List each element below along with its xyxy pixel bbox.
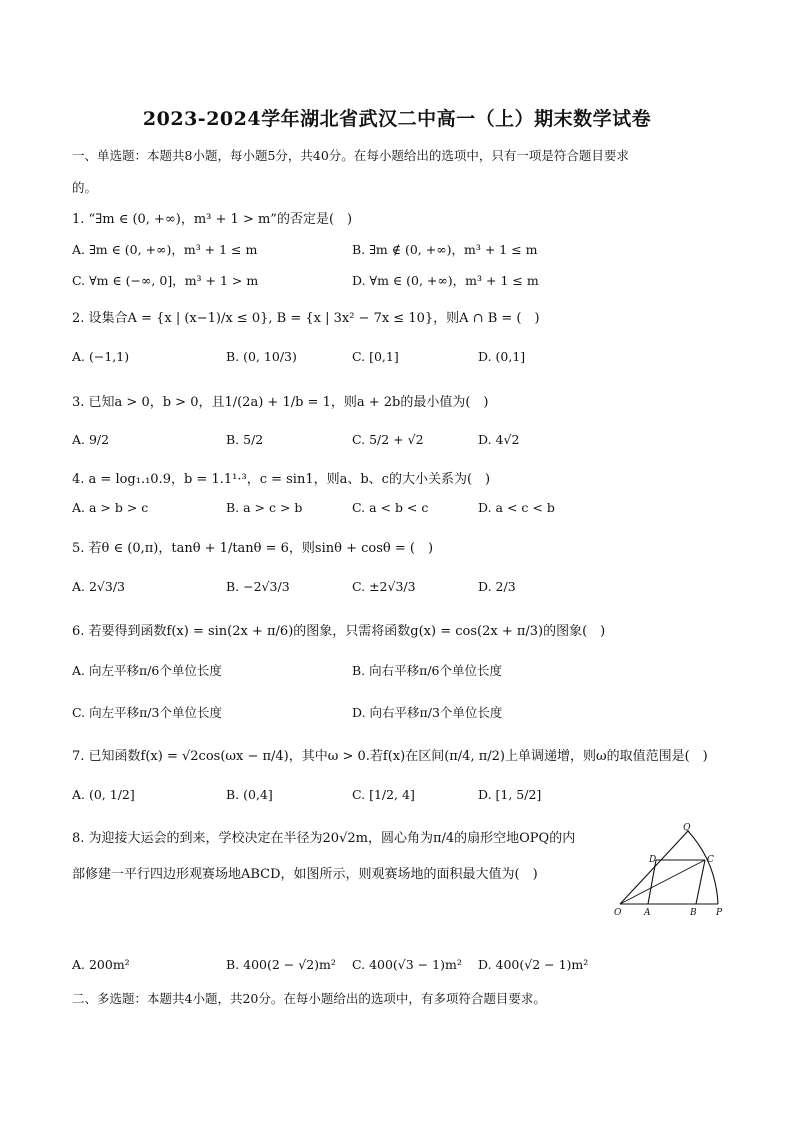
question-5-option-b[interactable]: B. −2√3/3 bbox=[226, 579, 290, 594]
label-a: A bbox=[644, 908, 651, 918]
question-2-option-a[interactable]: A. (−1,1) bbox=[72, 349, 130, 364]
question-1-stem: 1. “∃m ∈ (0, +∞)，m³ + 1 > m”的否定是( ) bbox=[72, 212, 353, 227]
section-1-instructions: 一、单选题：本题共8小题，每小题5分，共40分。在每小题给出的选项中，只有一项是符合题目要求 bbox=[72, 148, 629, 163]
question-8-option-b[interactable]: B. 400(2 − √2)m² bbox=[226, 957, 336, 972]
question-7-option-d[interactable]: D. [1, 5/2] bbox=[478, 787, 542, 802]
question-4-option-a[interactable]: A. a > b > c bbox=[72, 500, 149, 515]
section-2-instructions: 二、多选题：本题共4小题，共20分。在每小题给出的选项中，有多项符合题目要求。 bbox=[72, 991, 546, 1006]
question-8-option-c[interactable]: C. 400(√3 − 1)m² bbox=[352, 957, 462, 972]
question-8-stem-line1: 8. 为迎接大运会的到来，学校决定在半径为20√2m，圆心角为π/4的扇形空地OPQ的内 bbox=[72, 831, 576, 846]
question-3-option-d[interactable]: D. 4√2 bbox=[478, 432, 520, 447]
question-6-option-c[interactable]: C. 向左平移π/3个单位长度 bbox=[72, 705, 222, 720]
segment-da bbox=[648, 860, 656, 904]
page-title: 2023-2024学年湖北省武汉二中高一（上）期末数学试卷 bbox=[142, 108, 652, 130]
question-4-option-c[interactable]: C. a < b < c bbox=[352, 500, 429, 515]
label-q: Q bbox=[683, 823, 691, 833]
segment-oq bbox=[620, 831, 688, 904]
question-5-stem: 5. 若θ ∈ (0,π)，tanθ + 1/tanθ = 6，则sinθ + cosθ = ( ) bbox=[72, 541, 434, 556]
label-p: P bbox=[716, 908, 723, 918]
question-5-option-c[interactable]: C. ±2√3/3 bbox=[352, 579, 416, 594]
question-8-option-a[interactable]: A. 200m² bbox=[72, 957, 130, 972]
section-1-instructions-cont: 的。 bbox=[72, 180, 98, 195]
question-2-option-b[interactable]: B. (0, 10/3) bbox=[226, 349, 297, 364]
label-c: C bbox=[707, 855, 714, 865]
question-8-option-d[interactable]: D. 400(√2 − 1)m² bbox=[478, 957, 589, 972]
question-8-stem-line2: 部修建一平行四边形观赛场地ABCD，如图所示，则观赛场地的面积最大值为( ) bbox=[72, 867, 538, 882]
question-4-option-d[interactable]: D. a < c < b bbox=[478, 500, 555, 515]
question-3-option-a[interactable]: A. 9/2 bbox=[72, 432, 110, 447]
question-4-stem: 4. a = log₁.₁0.9，b = 1.1¹·³，c = sin1，则a、b、c的大小关系为( ) bbox=[72, 472, 491, 487]
segment-cb bbox=[696, 860, 705, 904]
question-4-option-b[interactable]: B. a > c > b bbox=[226, 500, 303, 515]
label-o: O bbox=[614, 908, 622, 918]
segment-oc bbox=[620, 860, 705, 904]
sector-figure bbox=[610, 822, 740, 922]
question-1-option-a[interactable]: A. ∃m ∈ (0, +∞)，m³ + 1 ≤ m bbox=[72, 242, 258, 257]
question-7-option-b[interactable]: B. (0,4] bbox=[226, 787, 273, 802]
label-b: B bbox=[690, 908, 697, 918]
question-2-option-c[interactable]: C. [0,1] bbox=[352, 349, 399, 364]
question-5-option-a[interactable]: A. 2√3/3 bbox=[72, 579, 126, 594]
question-1-option-c[interactable]: C. ∀m ∈ (−∞, 0]，m³ + 1 > m bbox=[72, 273, 259, 288]
question-7-option-a[interactable]: A. (0, 1/2] bbox=[72, 787, 135, 802]
question-1-option-b[interactable]: B. ∃m ∉ (0, +∞)，m³ + 1 ≤ m bbox=[352, 242, 538, 257]
question-2-option-d[interactable]: D. (0,1] bbox=[478, 349, 526, 364]
question-1-option-d[interactable]: D. ∀m ∈ (0, +∞)，m³ + 1 ≤ m bbox=[352, 273, 539, 288]
question-3-option-c[interactable]: C. 5/2 + √2 bbox=[352, 432, 424, 447]
question-7-stem: 7. 已知函数f(x) = √2cos(ωx − π/4)，其中ω > 0.若f(x)在区间(π/4, π/2)上单调递增，则ω的取值范围是( ) bbox=[72, 749, 708, 764]
question-6-option-b[interactable]: B. 向右平移π/6个单位长度 bbox=[352, 663, 503, 678]
question-7-option-c[interactable]: C. [1/2, 4] bbox=[352, 787, 415, 802]
question-3-option-b[interactable]: B. 5/2 bbox=[226, 432, 264, 447]
question-3-stem: 3. 已知a > 0，b > 0，且1/(2a) + 1/b = 1，则a + 2b的最小值为( ) bbox=[72, 395, 489, 410]
question-6-option-d[interactable]: D. 向右平移π/3个单位长度 bbox=[352, 705, 503, 720]
question-6-stem: 6. 若要得到函数f(x) = sin(2x + π/6)的图象，只需将函数g(x) = cos(2x + π/3)的图象( ) bbox=[72, 624, 606, 639]
label-d: D bbox=[649, 855, 657, 865]
question-6-option-a[interactable]: A. 向左平移π/6个单位长度 bbox=[72, 663, 222, 678]
question-2-stem: 2. 设集合A = {x | (x−1)/x ≤ 0}, B = {x | 3x² − 7x ≤ 10}，则A ∩ B = ( ) bbox=[72, 311, 540, 326]
question-5-option-d[interactable]: D. 2/3 bbox=[478, 579, 516, 594]
